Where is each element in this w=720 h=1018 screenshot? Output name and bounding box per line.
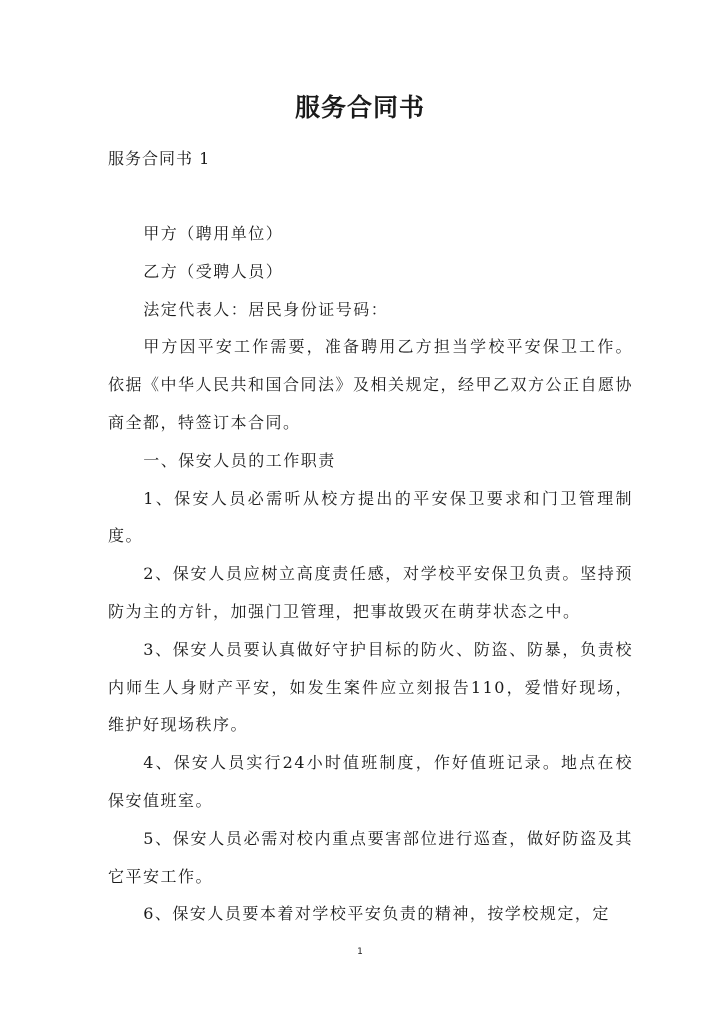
page-number: 1	[357, 947, 363, 957]
paragraph-duty-4: 4、保安人员实行24小时值班制度，作好值班记录。地点在校保安值班室。	[108, 753, 633, 810]
paragraph-duty-5: 5、保安人员必需对校内重点要害部位进行巡查，做好防盗及其它平安工作。	[108, 828, 633, 886]
paragraph-duty-3: 3、保安人员要认真做好守护目标的防火、防盗、防暴，负责校内师生人身财产平安，如发生案件应立刻报告110，爱惜好现场，维护好现场秩序。	[108, 639, 633, 735]
paragraph-party-a: 甲方（聘用单位）	[143, 224, 284, 243]
page-title: 服务合同书	[294, 93, 425, 122]
section-heading-duties: 一、保安人员的工作职责	[143, 450, 336, 470]
document-body	[108, 215, 633, 933]
paragraph-duty-2: 2、保安人员应树立高度责任感，对学校平安保卫负责。坚持预防为主的方针，加强门卫管理，把事故毁灭在萌芽状态之中。	[108, 564, 633, 621]
paragraph-preamble: 甲方因平安工作需要，准备聘用乙方担当学校平安保卫工作。依据《中华人民共和国合同法》及相关规定，经甲乙双方公正自愿协商全都，特签订本合同。	[108, 337, 634, 432]
paragraph-duty-6: 6、保安人员要本着对学校平安负责的精神，按学校规定，定	[143, 904, 610, 924]
paragraph-legal-representative: 法定代表人：居民身份证号码：	[143, 299, 389, 319]
paragraph-party-b: 乙方（受聘人员）	[143, 261, 284, 281]
document-subtitle: 服务合同书 1	[108, 149, 211, 168]
paragraph-duty-1: 1、保安人员必需听从校方提出的平安保卫要求和门卫管理制度。	[108, 488, 633, 546]
